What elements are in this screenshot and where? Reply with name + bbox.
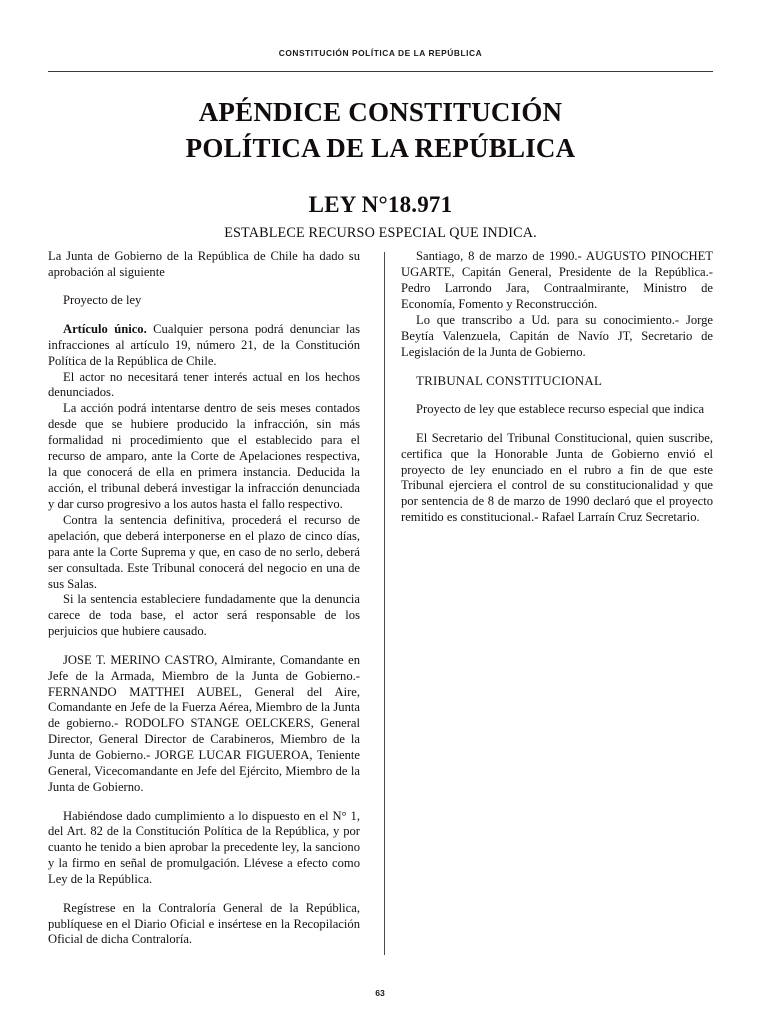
paragraph-transcribo: Lo que transcribo a Ud. para su conocimiento.- Jorge Beytía Valenzuela, Capitán de Navío JT, Secretario de Legislación de la Junta de Gobierno. (401, 312, 713, 359)
page-title-line-2: POLÍTICA DE LA REPÚBLICA (185, 132, 576, 163)
paragraph-secretario: El Secretario del Tribunal Constitucional, quien suscribe, certifica que la Honorable Junta de Gobierno envió el proyecto de ley enunciado en el rubro a fin de que este Tribunal ejerciera el control de su constitucionalidad y que por sentencia de 8 de marzo de 1990 declaró que el proyecto remitido es constitucional.- Rafael Larraín Cruz Secretario. (401, 430, 713, 525)
title-block (48, 95, 713, 242)
article-label: Artículo único. (63, 321, 147, 336)
paragraph-project-label: Proyecto de ley (63, 293, 142, 308)
running-head: CONSTITUCIÓN POLÍTICA DE LA REPÚBLICA (278, 48, 483, 58)
paragraph-article-unico (48, 322, 360, 370)
paragraph-registrese: Regístrese en la Contraloría General de la República, publíquese en el Diario Oficial e insértese en la Recopilación Oficial de dicha Contraloría. (48, 900, 360, 947)
page-number: 63 (375, 988, 385, 998)
header-divider-rule (48, 71, 713, 72)
paragraph-sentencia: Contra la sentencia definitiva, procederá el recurso de apelación, que deberá interponerse en el plazo de cinco días, para ante la Corte Suprema y que, en caso de no serlo, deberá ser consultada. Este Tribunal conocerá del negocio en una de sus Salas. (48, 512, 360, 591)
paragraph-denuncia: Si la sentencia estableciere fundadamente que la denuncia carece de toda base, el actor será responsable de los perjuicios que hubiere causado. (48, 592, 360, 639)
page-title (48, 95, 713, 167)
paragraph-santiago: Santiago, 8 de marzo de 1990.- AUGUSTO PINOCHET UGARTE, Capitán General, Presidente de la República.- Pedro Larrondo Jara, Contraalmirante, Ministro de Economía, Fomento y Reconstrucción. (401, 249, 713, 311)
law-subtitle: ESTABLECE RECURSO ESPECIAL QUE INDICA. (224, 224, 537, 241)
paragraph-proyecto-ley: Proyecto de ley que establece recurso especial que indica (416, 402, 705, 417)
right-column (401, 249, 713, 526)
paragraph-signatories: JOSE T. MERINO CASTRO, Almirante, Comandante en Jefe de la Armada, Miembro de la Junta de Gobierno.- FERNANDO MATTHEI AUBEL, General del Aire, Comandante en Jefe de la Fuerza Aérea, Miembro de la Junta de gobierno.- RODOLFO STANGE OELCKERS, General Director, General Director de Carabineros, Miembro de la Junta de Gobierno.- JORGE LUCAR FIGUEROA, Teniente General, Vicecomandante en Jefe del Ejército, Miembro de la Junta de Gobierno. (48, 652, 360, 795)
paragraph-intro: La Junta de Gobierno de la República de Chile ha dado su aprobación al siguiente (48, 249, 360, 279)
tribunal-constitucional-heading: TRIBUNAL CONSTITUCIONAL (416, 374, 603, 389)
page-title-line-1: APÉNDICE CONSTITUCIÓN (198, 97, 563, 127)
paragraph-accion: La acción podrá intentarse dentro de seis meses contados desde que se hubiere producido la infracción, sin más formalidad ni procedimiento que el establecido para el recurso de amparo, ante la Corte de Apelaciones respectiva, la que conocerá de ella en primera instancia. Deducida la acción, el tribunal deberá investigar la infracción denunciada y dar curso progresivo a los autos hasta el fallo respectivo. (48, 401, 360, 511)
paragraph-cumplimiento: Habiéndose dado cumplimiento a lo dispuesto en el N° 1, del Art. 82 de la Constitución Política de la República, y por cuanto he tenido a bien aprobar la precedente ley, la sanciono y la firmo en señal de promulgación. Llévese a efecto como Ley de la República. (48, 808, 360, 887)
left-column (48, 249, 360, 948)
article-text: Cualquier persona podrá denunciar las infracciones al artículo 19, número 21, de la Constitución Política de la República de Chile. (48, 321, 360, 368)
two-column-body (48, 249, 713, 949)
law-number-heading: LEY N°18.971 (308, 191, 453, 217)
paragraph-actor: El actor no necesitará tener interés actual en los hechos denunciados. (48, 369, 360, 400)
